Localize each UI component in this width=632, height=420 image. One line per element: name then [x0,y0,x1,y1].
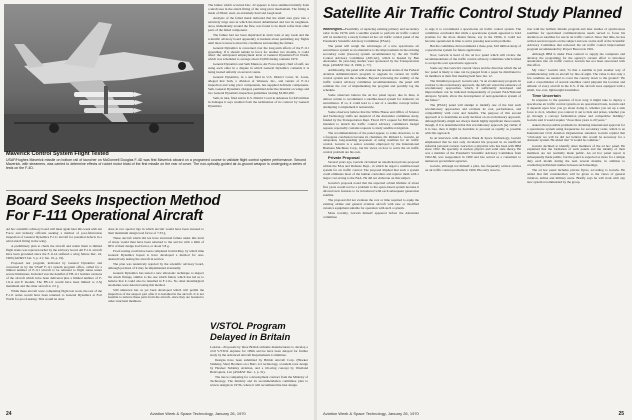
top-story-paragraph: The failure had not been duplicated in static tests at any loads and the scientific advisory board apparently is hesitant about permitting any flights until more is known about the conditions surrounding the failure. [208,32,309,45]
satellite-paragraph: Although IBM is under FAA contract to supply the computers and develop the programing for the agency's current effort to introduce automation into air traffic control, Garwin has not been associated with this effort. [527,51,625,68]
satellite-paragraph: But the committee did recommend a three-year, $10 million study of a spaceborne system for future application. [425,43,521,52]
left-page [0,0,314,420]
satellite-paragraph: to urge it to recommend a spaceborne air traffic control system. The committee concluded that while a spaceborne system appeared to hold promise for the more distant future, say in the 1990s, it could not become operational in time to solve pressing near-term problems. [425,28,521,43]
satellite-paragraph: In an interview with Aviation Week & Space Technology, Garwin emphasized that he had only circulated his proposal in an unofficial informal personal context. Garwin is a physicist who has been with IBM since 1952. He specialty is nuclear physics and solid state theory. He was a member of the President's Scientific Advisory Committee from 1962-66, was reappointed in 1969 and has served as a consultant to numerous government agencies. [425,135,521,164]
top-story-paragraph: General Dynamics and Seth Munson, Air Force deputy chief of staff, are using each other in a dispute in which General Dynamics contends it is being treated unfairly on several counts. [208,62,309,75]
satellite-paragraph: The recommendations of the panel appear, to some observers, to be a foregone conclusion because its chairman, Dr. Richard L. Garwin, an outspoken, long-standing proponent of using satellites for air traffic control. Garwin is a senior scientist employed by the International Business Machines Corp., but his views on how to solve the air traffic control problem are his own. [323,130,419,155]
satellite-paragraph: The proposal did not evaluate the cost or time required to equip the existing airline and general aviation aircraft with new or modified avionics equipment suitable for operation with such a system. [323,197,419,210]
photo-caption-text: USAF/Hughes Maverick missile on bottom rail of launcher on McDonnell Douglas F-4D was first Maverick aboard on a programed course to validate flight control system performance. Second Maverick, with streamers, was carried to determine effects of rocket motor blast of the first missile on the rear of cover. The non-optically-guided air-to-ground weapon is undergoing a series of tests on the F-4D. [6,158,306,171]
satellite-paragraph: Some observers believe that the White House and Office of Science and Technology staffs are skeptical of the Alexander committee study, funded by the Transportation Dept. Fiscal 1971 request for $50 million, intended to launch the traffic control advisory committee's budget request, reportedly contains requests to study satellite navigation. [323,109,419,130]
top-story-paragraph: General Dynamics, in a suit filed in U.S. District Court, St. Louis, alleged that Seth, a division of Westeen, Inc., and vendor of F-111 inspection and wing pivot components, has supplied deficient components. Seth, General Dynamics charged, permitted defective material on wings and two General Dynamics inspection guidelines totaling $3,902,269. [208,75,309,95]
main-story-paragraph: Proposed test program, indicated by General Dynamics and concurred in by the USAF F-111 system program office, called for a limited number of F-111 aircraft to be returned to flight status under severe limitations. Included was the handful of FB-111 bomber versions of the aircraft which have been delivered plus a limited number of F-111A and E models. The FB-111 would have been limited to 2.5g maximum and the other aircraft to 2.5 g. [6,260,102,289]
top-story-paragraph: The failure which occurred Dec. 22 appears to have stemmed initially from a small area in the attach fitting of the wing pivot mechanism. The fitting is made of D6AC steel, an extremely hard and tough steel. [208,4,309,15]
main-story-column-2 [108,228,204,404]
page-number: 24 [6,411,12,417]
dateline: Washington— [323,28,346,31]
vstol-paragraph: The ties is competing for a development contract from the Ministry of Technology. The ministry and its recommendation committee plan to review designs in 1970s, where it will recommend the best design. [210,374,308,387]
vstol-paragraph: Designs have been submitted by British Aircraft Corp. (Hawker Siddeley, Short Brothers on a BAC-111 technology, a tandem rotor design by Hawker Siddeley Aviation, and a tilt-wing concept by Westland Helicopters, Ltd. (AW&ST Dec. 1, p. 31). [210,357,308,374]
main-story-paragraph: These aircraft which did not have structural failure under this level of stress would then have been returned to the service with a limit of 80% of their design load factor, or about 5.8 g. [108,236,204,248]
top-story-paragraph: Analysis of the failed metal indicated that the small area grew into a relatively large area in which the metal delaminated and lost its toughness. Area, immediately around the flaw, was found to be much softer than other parts of the failed component. [208,15,309,32]
main-story-paragraph: Ad hoc scientific advisory board will meet again later this week with Air Force and industry officials seeking a method of post-fabrication inspection of General Dynamics F-111 aircraft for potential defects in a wind attach fitting in the wing. [6,228,102,243]
satellite-paragraph: Some say that Garwin's current views and the direction which the ad hoc panel is likely to take can be gauged from a paper he distributed to its members at their first meeting held here Jan. 12. [425,65,521,78]
satellite-paragraph: More recently, Garwin himself appeared before the Alexander committee [323,210,419,219]
publication-footer: Aviation Week & Space Technology, January 26, 1970 [150,411,246,416]
divider [6,190,308,191]
satellite-paragraph: The ad hoc panel includes private flyers, according to Garwin. He added that full consideration will be given to the views of general aviation, airline and military users. Briefly says he will work with any new system recommended by the group. [527,168,625,184]
satellite-paragraph: Garwin, although not himself a pilot, has frequently written articles on air traffic control problems in 1969. His early associa- [425,164,521,173]
main-story-paragraph: Proof-testing could have been completed in mid-May, by which time General Dynamics hoped to have developed a method for non-destructively testing the aircraft in service. [108,248,204,261]
aircraft-photo [4,4,204,152]
satellite-paragraph: My view," Garwin said, "is that a satellite is just another way of communicating with an aircraft by line-of-sight. The value is that only a few satellites are needed to cover the country down to the ground." He said a consolidation of several satellites could pinpoint the location and altitude of every aircraft in the U.S. if the aircraft were equipped with a small, low-cost, lightweight transmitter. [527,68,625,92]
satellite-paragraph: tion with the ballistic missile program and later studies of synchronous satellites for specialized communications needs served to focus his attention on satellites for use in air traffic control. Since that time, he has written several reports on the subject and was on the staff of the Scientific Advisory Committee that reviewed the air traffic control improvement program recommended by Project Beacon in 1961. [527,28,625,51]
vstol-story-column [210,346,308,404]
satellite-column-1 [323,28,419,404]
satellite-paragraph: Asked about possible problems in obtaining international approval for a spaceborne system using frequencies for secondary radar, which is an International Civil Aviation Organization standard, Garwin replied that "obviously we will be did not believe this would be necessary for a domestic system. He added that "it would be common." [527,122,625,143]
satellite-paragraph: The [PSAC] panel will attempt to identify one of the best such revolutionary approaches and evaluate its cost, performance, and compatibility with costs and benefits. The purpose of this second approach is to determine an early decision on an evolutionary approach, although finally, might not always match highly significant more results, though, if it is determined that this revolutionary approach [is] viable; if it is true, then it might be desirable to proceed as rapidly as possible with this approach. [425,103,521,135]
main-story-paragraph: While these aircraft were completing flight test work, the rest of the F-111 series would have been returned to General Dynamics at Fort Worth for proof-testing. This would be done [6,289,102,301]
satellite-paragraph: In response to the question of how long it might take to deploy a spaceborne air traffic control system on an operational basis, Garwin said it depends upon how you go about doing it, whether you set up a task force to do it, whether you contract it out to bids and prizes, whether you go through a concept formulation phase and competitive bidding." Garwin said it would require "close three years to 20 years." [527,98,625,122]
page-number: 25 [618,411,624,417]
top-story-paragraph: Seth, in turn, filed suit in U.S. District Court in Arkansas for $45 million in damages it says resulted from the termination of its contract by General Dynamics. [208,96,309,108]
vstol-paragraph: London—Proposals by three British airframe manufacturers to develop a civil V/STOL airplane for 1990s service have been delayed for further study by the Advanced Aircraft Requirements Committee. [210,346,308,357]
satellite-paragraph: Several years ago, Garwin circulated an unsolicited private proposal within the FAA and Defense Dept., in which he urged a satellite-based system for air traffic control. The proposal implied that such a system could eliminate most of the human controllers and replace them with a major cost saving to the FAA. He did not elaborate on this subject. [323,160,419,180]
right-page [317,0,632,420]
satellite-paragraph: Some observers believe the ad hoc panel report, due in June, is almost certain to recommend a satellite-based system for domestic air surveillance. If so, it could lead to a test of a satellite concept before attempting to implement it nationwide. [323,93,419,109]
satellite-headline: Satellite Air Traffic Control Study Planned [323,5,622,22]
main-headline: Board Seeks Inspection Method For F-111 Operational Aircraft [6,193,221,224]
main-story-paragraph: General Dynamics has tested a new ultrasonic technique to inspect the attach fittings, similar to the one which failed, which has led us to believe that it could also be installed in F-111s. No other metallurgical anomalies were detected using this method. [108,270,204,287]
main-story-paragraph: Still unknown has as yet been developed which will permit the inspection of the suspect part after it is installed in the aircraft. It is not feasible to remove these parts from the aircraft, since they are bonded to other structural members. [108,287,204,304]
vstol-headline: V/STOL Program Delayed in Britain [210,321,291,343]
satellite-paragraph: Garwin's proposal noted that the expected orbital lifetime of about five years would not be a problem to the space-based system because it allowed new features to be introduced with each subsequent generation satellite. [323,181,419,197]
satellite-column-2 [425,28,521,404]
satellite-paragraph: Now, Garwin is head of the ad hoc panel which will review the recommendations of the traffic control advisory committee which failed to accept his own spaceborne approach. [425,52,521,65]
satellite-paragraph: The panel will weigh the advantages of a new spaceborne air surveillance system as an alternative to the improvements in the existing secondary radar (beacon) system recommended by the Air Traffic Control Advisory Committee (ATCAC), which is headed by Ben Alexander. Its year-long studies were sponsored by the Transportation Dept. (AW&ST Dec. 8, 1969, p. 77). [323,43,419,68]
publication-footer: Aviation Week & Space Technology, January 26, 1970 [323,411,419,416]
satellite-paragraph: Garwin declined to identify other members of the ad hoc panel. He explained that the formation of such panels and the identity of their members are not normally made public. An ad hoc panel report is subsequently made public, but the panel is expected as more for a simple duty each month during the next several months, in addition to conducting individual studies between such meetings. [527,143,625,168]
satellite-paragraph: The 'minimal proposal,' Garwin said, "is an evolutionary program. In contrast to the evolutionary approach, the ATCAC noted the existence of revolutionary approaches, which, if sufficiently developed and improvement can be indicated independently of present FAA/National Airspace System, allow the development of next-generation system of the future." [425,78,521,103]
top-story-paragraph: General Dynamics is concerned over the long-term effects of the F-111 grounding. If it should remain in force for another two months, it could affect the anticipated employment level at General Dynamics/Fort Worth, which was scheduled to average about 23,000 during calendar 1970. [208,45,309,62]
main-story-column-1 [6,228,102,404]
satellite-paragraph: Feasibility of replacing existing primary and secondary radar in the 1970s with a satellite system to perform air traffic control will be studied by a newly formed ad hoc air traffic control panel of the President's Scientific Advisory Committee (PSAC). [323,28,419,43]
section-heading: Private Proposal [328,155,360,161]
main-story-paragraph: done in two special rigs in which aircraft would have been stressed to their maximum design load factor of 7.33 g. [108,228,204,235]
main-story-paragraph: The plan was tentatively rejected by the scientific advisory board, although portions of it may be implemented eventually. [108,261,204,270]
section-heading: Time Uncertain [532,93,561,99]
top-story-column [208,4,309,150]
satellite-column-3 [527,28,625,404]
photo-caption-title: Maverick Control System Flight Tested [6,151,109,157]
main-story-paragraph: A preliminary plan to check the aircraft and return them to limited flight status was rejected earlier by the advisory board. All F-111 aircraft have been grounded since the F-111A suffered a wing failure Dec. 22, 1969 (AW&ST Jan. 5, p. 21; Jan. 19, p. 19). [6,243,102,260]
satellite-paragraph: Additionally, the panel will evaluate the present status of the Federal Aviation Administration's program to upgrade its current air traffic control system and the schedule. Beyond reviewing the validity of the traffic control advisory committee recommendations, the panel will estimate the cost of implementing the program and possibly lag the schedule. [323,68,419,92]
